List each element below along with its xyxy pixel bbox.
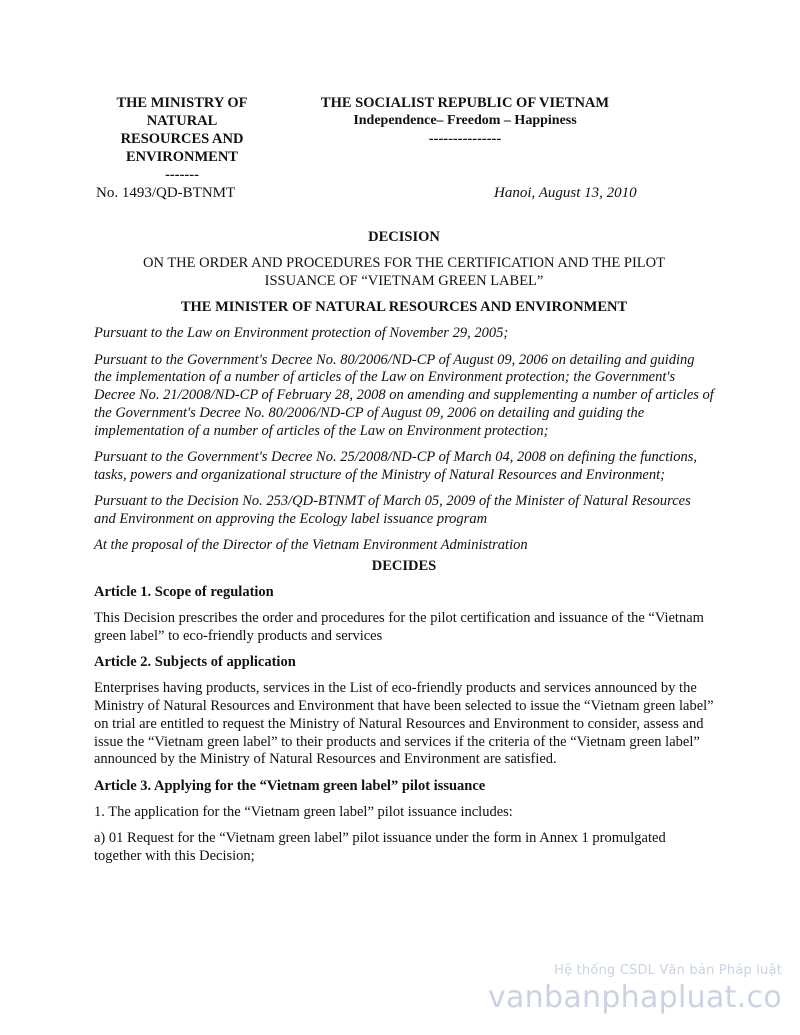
preamble-paragraph: Pursuant to the Government's Decree No. 25/2008/ND-CP of March 04, 2008 on defining the functions, tasks, powers and organizational structure of the Ministry of Natural Resources and Environment;: [94, 448, 698, 483]
document-body: [94, 229, 714, 874]
agency-line: RESOURCES AND: [120, 131, 244, 147]
document-date: Hanoi, August 13, 2010: [494, 185, 637, 201]
agency-line: THE MINISTRY OF: [116, 95, 248, 111]
article-text: This Decision prescribes the order and procedures for the pilot certification and issuance of the “Vietnam green label” to eco-friendly products and services: [94, 610, 704, 644]
decision-heading: DECISION: [368, 229, 440, 245]
agency-divider: -------: [165, 167, 199, 183]
document-number: No. 1493/QD-BTNMT: [96, 185, 236, 201]
preamble-paragraph: Pursuant to the Decision No. 253/QD-BTNMT of March 05, 2009 of the Minister of Natural Resources and Environment on approving the Ecology label issuance program: [94, 492, 691, 527]
article-title: Article 2. Subjects of application: [94, 654, 296, 671]
watermark-site: vanbanphapluat.co: [487, 980, 782, 1015]
article-text: Enterprises having products, services in the List of eco-friendly products and services announced by the Ministry of Natural Resources and Environment that have been selected to issue the “Vietnam green label” on trial are entitled to request the Ministry of Natural Resources and Environment to consider, assess and issue the “Vietnam green label” to their products and services if the criteria of the “Vietnam green label” announced by the Ministry of Natural Resources and Environment are satisfied.: [94, 680, 714, 768]
motto-divider: ---------------: [428, 131, 502, 147]
national-motto: Independence– Freedom – Happiness: [353, 113, 577, 128]
article-text: a) 01 Request for the “Vietnam green label” pilot issuance under the form in Annex 1 promulgated together with this Decision;: [94, 829, 666, 864]
article-title: Article 1. Scope of regulation: [94, 583, 274, 600]
watermark-tagline: Hệ thống CSDL Văn bản Pháp luật: [554, 963, 782, 978]
article-text: 1. The application for the “Vietnam green label” pilot issuance includes:: [94, 803, 513, 820]
preamble-paragraph: Pursuant to the Government's Decree No. 80/2006/ND-CP of August 09, 2006 on detailing and guiding the implementation of a number of articles of the Law on Environment protection; the Government's Decree No. 21/2008/ND-CP of February 28, 2008 on amending and supplementing a number of articles of the Government's Decree No. 80/2006/ND-CP of August 09, 2006 on detailing and guiding the implementation of a number of articles of the Law on Environment protection;: [94, 351, 714, 439]
decides-heading: DECIDES: [371, 557, 437, 574]
national-title: [300, 94, 630, 148]
agency-line: NATURAL: [146, 113, 218, 129]
issuing-agency: [100, 94, 264, 184]
preamble-paragraph: At the proposal of the Director of the Vietnam Environment Administration: [94, 536, 528, 553]
decision-subtitle-line: ON THE ORDER AND PROCEDURES FOR THE CERTIFICATION AND THE PILOT: [143, 255, 665, 272]
country-name: THE SOCIALIST REPUBLIC OF VIETNAM: [320, 95, 610, 111]
agency-line: ENVIRONMENT: [126, 149, 238, 165]
preamble-paragraph: Pursuant to the Law on Environment protection of November 29, 2005;: [94, 325, 509, 342]
article-title: Article 3. Applying for the “Vietnam green label” pilot issuance: [94, 777, 486, 794]
decision-subtitle-line: ISSUANCE OF “VIETNAM GREEN LABEL”: [264, 272, 544, 289]
issuing-authority: THE MINISTER OF NATURAL RESOURCES AND ENVIRONMENT: [180, 299, 628, 316]
watermark: [488, 963, 782, 1015]
